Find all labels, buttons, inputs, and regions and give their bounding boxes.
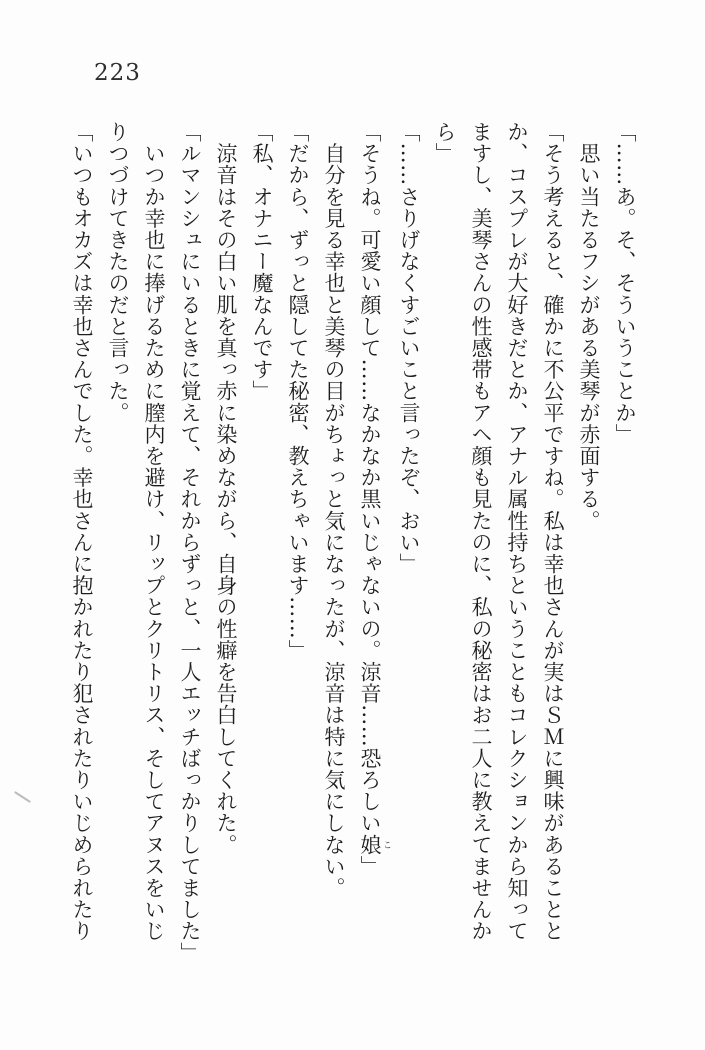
text-line: 「いつもオカズは幸也さんでした。幸也さんに抱かれたり犯されたりいじめられたり xyxy=(70,121,94,942)
text-line: りつづけてきたのだと言った。 xyxy=(106,121,130,424)
text-line: か、コスプレが大好きだとか、アナル属性持ちということもコレクションから知って xyxy=(505,121,529,942)
text-line: 「……あ。そ、そういうことか」 xyxy=(613,121,637,445)
text-line: いつか幸也に捧げるために膣内を避け、リップとクリトリス、そしてアヌスをいじ xyxy=(142,121,166,942)
text-line: 「そう考えると、確かに不公平ですね。私は幸也さんが実はＳＭに興味があることと xyxy=(541,121,565,942)
text-line: 涼音はその白い肌を真っ赤に染めながら、自身の性癖を告白してくれた。 xyxy=(214,121,238,856)
text-line: 自分を見る幸也と美琴の目がちょっと気になったが、涼音は特に気にしない。 xyxy=(322,121,346,899)
text-line: ら」 xyxy=(433,121,457,165)
text-line: 「……さりげなくすごいこと言ったぞ、おい」 xyxy=(397,121,421,575)
scan-artifact xyxy=(14,791,31,803)
text-line: 「ルマンシュにいるときに覚えて、それからずっと、一人エッチばっかりしてました」 xyxy=(178,121,202,964)
text-line: 「そうね。可愛い顔して……なかなか黒いじゃないの。涼音……恐ろしい娘 こ」 xyxy=(358,121,391,878)
text-line: ますし、美琴さんの性感帯もアヘ顔も見たのに、私の秘密はお二人に教えてませんか xyxy=(469,121,493,942)
text-line: 「私、オナニー魔なんです」 xyxy=(250,121,274,402)
text-block xyxy=(64,121,643,968)
page-number: 223 xyxy=(94,60,141,86)
text-line: 思い当たるフシがある美琴が赤面する。 xyxy=(577,121,601,532)
ruby-annotated-word: 娘 こ xyxy=(358,833,391,856)
text-line: 「だから、ずっと隠してた秘密、教えちゃいます……」 xyxy=(286,121,310,661)
